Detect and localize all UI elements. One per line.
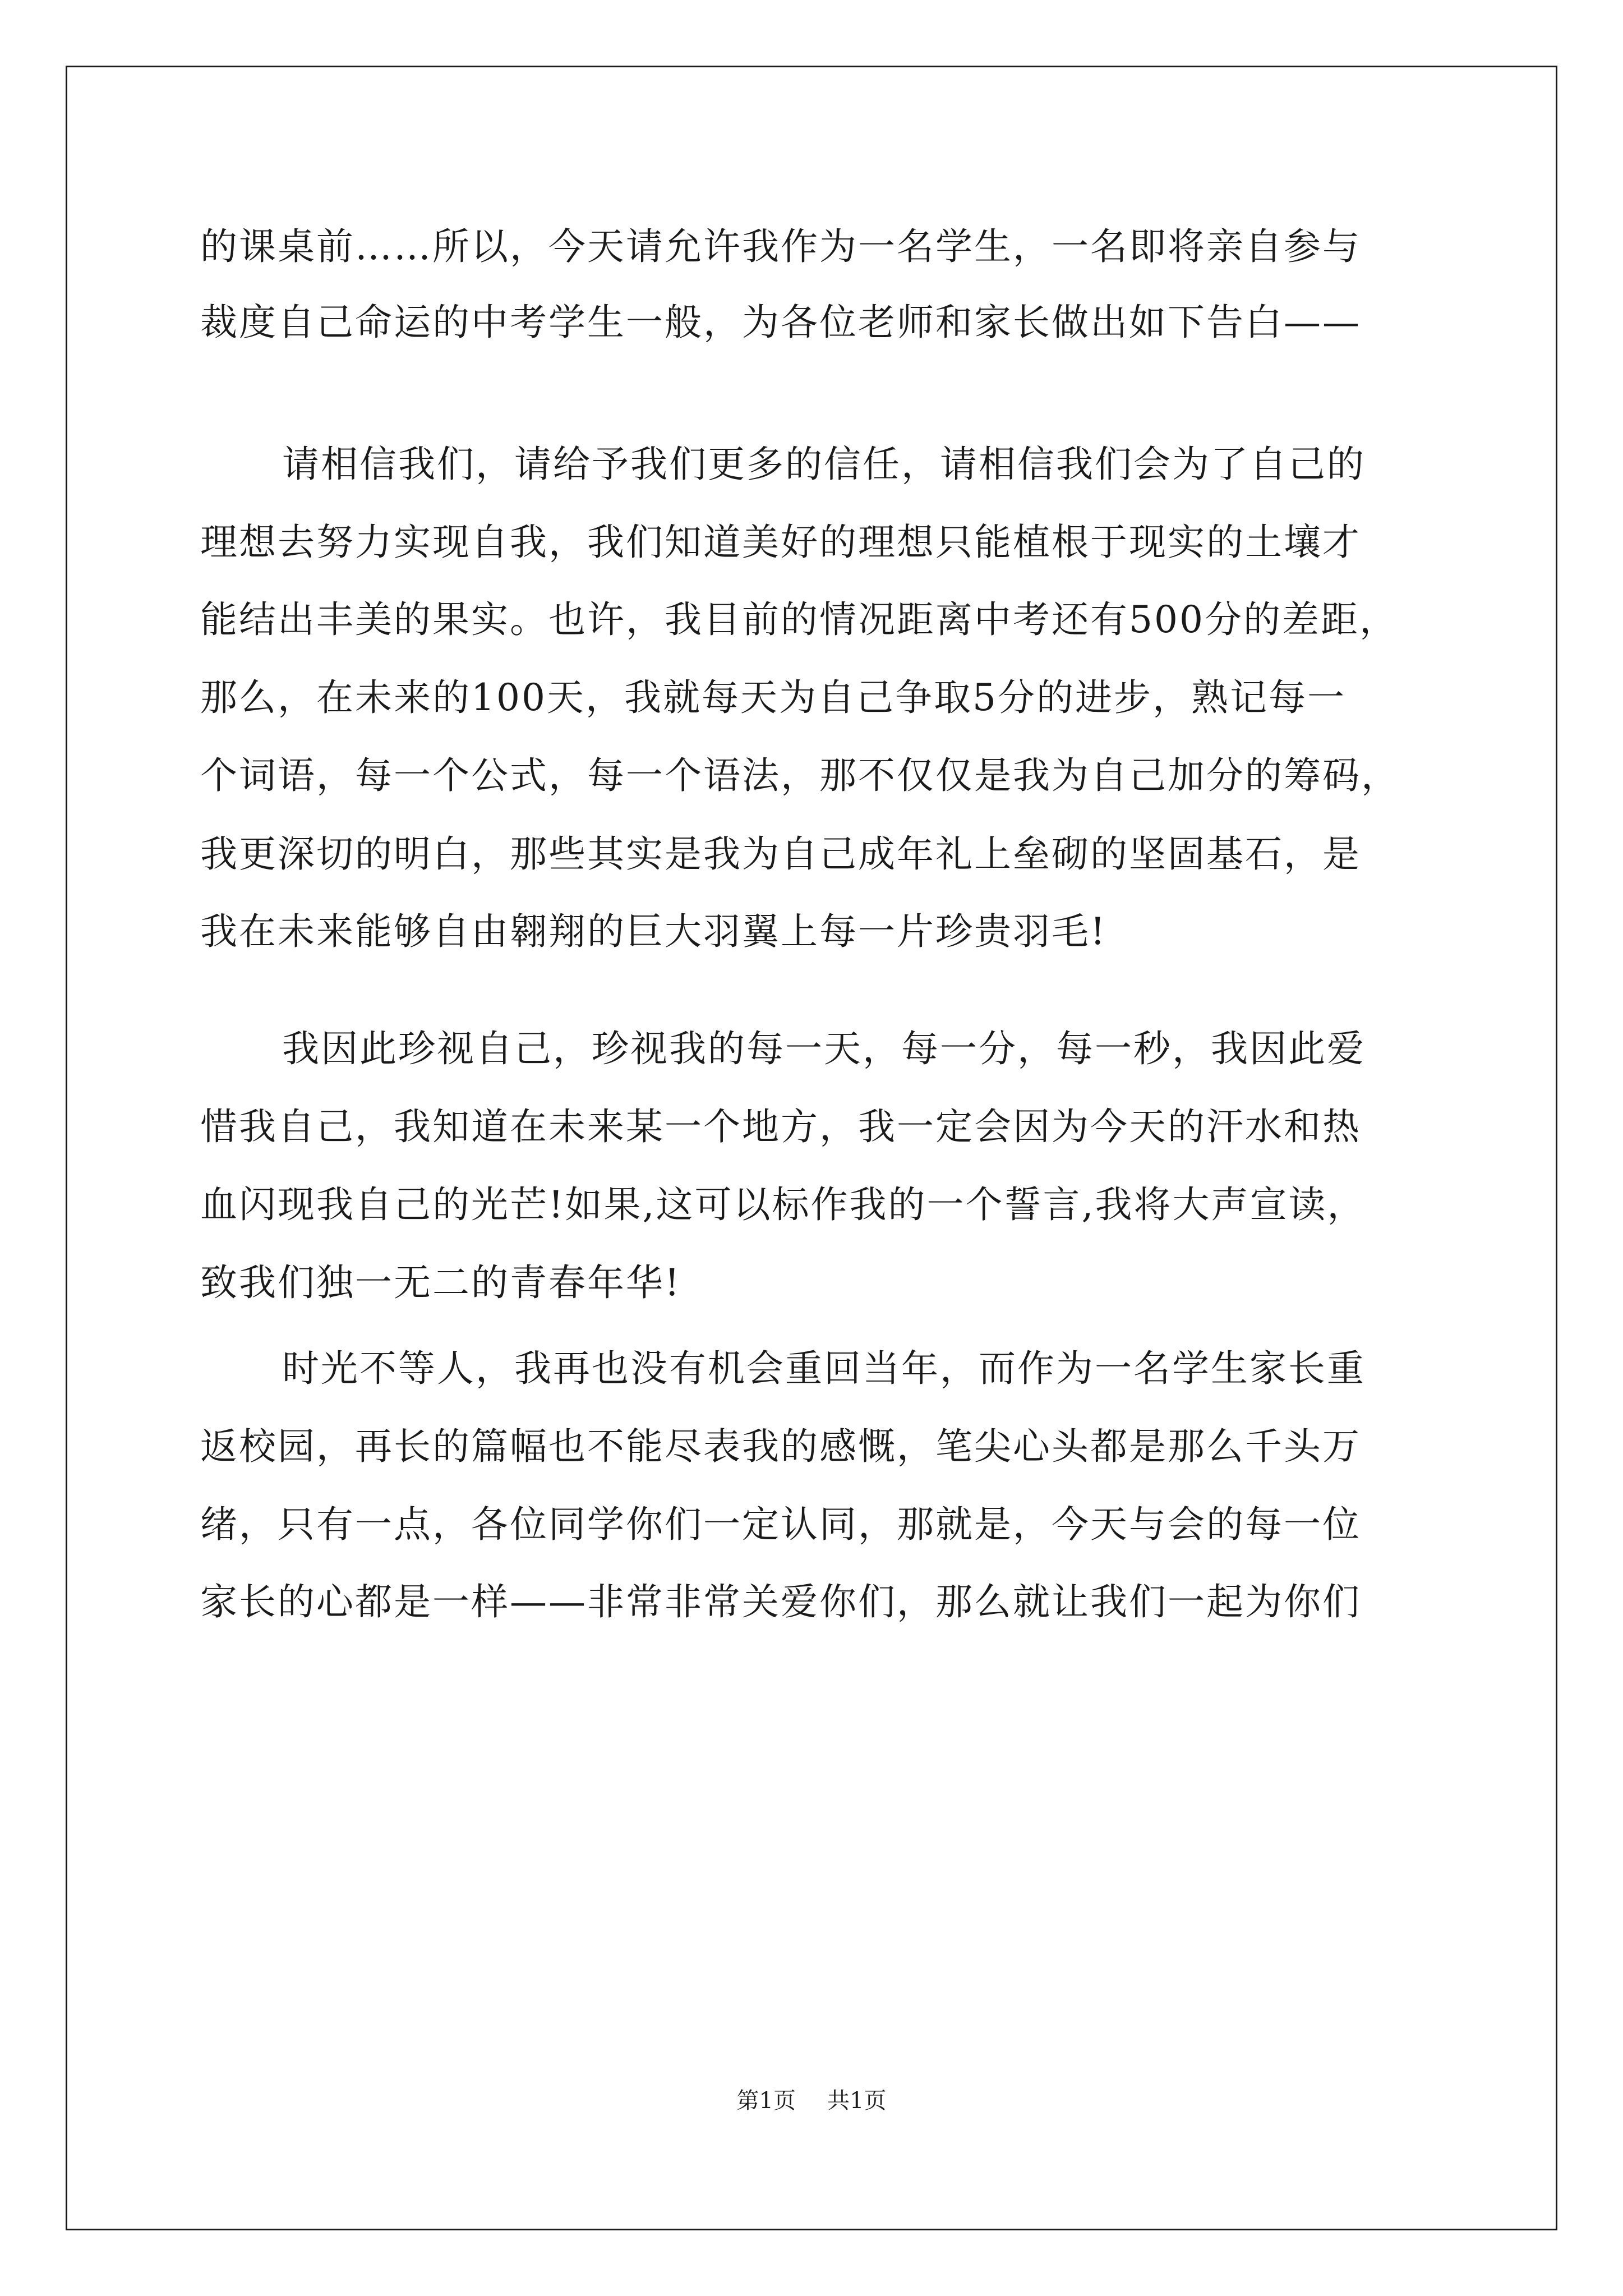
text-line: 家长的心都是一样——非常非常关爱你们，那么就让我们一起为你们 (200, 1580, 1361, 1623)
text-line: 我更深切的明白，那些其实是我为自己成年礼上垒砌的坚固基石，是 (200, 832, 1361, 876)
page-footer (0, 2087, 1623, 2115)
paragraph-start-line: 请相信我们，请给予我们更多的信任，请相信我们会为了自己的 (282, 443, 1366, 486)
text-line: 那么，在未来的100天，我就每天为自己争取5分的进步，熟记每一 (200, 676, 1346, 719)
text-line: 裁度自己命运的中考学生一般，为各位老师和家长做出如下告白—— (200, 301, 1361, 344)
text-line: 惜我自己，我知道在未来某一个地方，我一定会因为今天的汗水和热 (200, 1105, 1361, 1148)
text-line: 的课桌前……所以，今天请允许我作为一名学生，一名即将亲自参与 (200, 225, 1361, 268)
text-line: 能结出丰美的果实。也许，我目前的情况距离中考还有500分的差距， (200, 598, 1398, 641)
text-line: 我在未来能够自由翱翔的巨大羽翼上每一片珍贵羽毛! (200, 910, 1107, 953)
text-line: 绪，只有一点，各位同学你们一定认同，那就是，今天与会的每一位 (200, 1503, 1361, 1546)
text-line: 理想去努力实现自我，我们知道美好的理想只能植根于现实的土壤才 (200, 521, 1361, 564)
text-line: 时光不等人，我再也没有机会重回当年，而作为一名学生家长重 (282, 1347, 1366, 1390)
text-line: 返校园，再长的篇幅也不能尽表我的感慨，笔尖心头都是那么千头万 (200, 1425, 1361, 1468)
text-line: 我因此珍视自己，珍视我的每一天，每一分，每一秒，我因此爱 (282, 1027, 1366, 1070)
page-total: 共1页 (827, 2088, 887, 2114)
page-number: 第1页 (736, 2088, 796, 2114)
paragraph-start-line: 血闪现我自己的光芒!如果,这可以标作我的一个誓言,我将大声宣读， (200, 1183, 1366, 1226)
text-line: 个词语，每一个公式，每一个语法，那不仅仅是我为自己加分的筹码， (200, 754, 1400, 797)
text-line: 致我们独一无二的青春年华! (200, 1261, 681, 1304)
